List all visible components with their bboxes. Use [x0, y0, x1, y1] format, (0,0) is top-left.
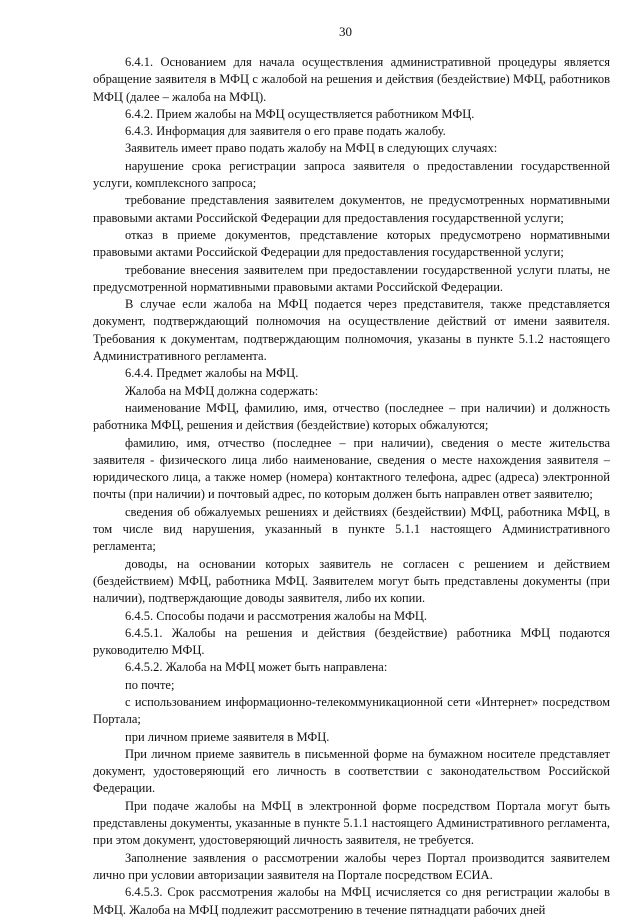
paragraph: Заполнение заявления о рассмотрении жалобы через Портал производится заявителем лично при условии авторизации заявителя на Портале посредством ЕСИА.: [93, 850, 610, 882]
paragraph: В случае если жалоба на МФЦ подается через представителя, также представляется документ, подтверждающий полномочия на осуществление действий от имени заявителя. Требования к документам, подтверждающим полномочия, указаны в пункте 5.1.2 настоящего Административного регламента.: [93, 297, 610, 364]
paragraph: 6.4.2. Прием жалобы на МФЦ осуществляется работником МФЦ.: [125, 106, 475, 121]
paragraph: наименование МФЦ, фамилию, имя, отчество (последнее – при наличии) и должность работника МФЦ, решения и действия (бездействие) которых обжалуются;: [93, 400, 610, 433]
paragraph: по почте;: [125, 677, 175, 692]
paragraph: отказ в приеме документов, представление которых предусмотрено нормативными правовыми актами Российской Федерации для предоставления государственной услуги;: [93, 227, 610, 260]
paragraph: 6.4.4. Предмет жалобы на МФЦ.: [125, 366, 299, 381]
paragraph: 6.4.5.2. Жалоба на МФЦ может быть направлена:: [125, 660, 388, 675]
paragraph: сведения об обжалуемых решениях и действиях (бездействии) МФЦ, работника МФЦ, в том числе вид нарушения, указанный в пункте 5.1.1 настоящего Административного регламента;: [93, 504, 610, 554]
paragraph: 6.4.5.1. Жалобы на решения и действия (бездействие) работника МФЦ подаются руководителю МФЦ.: [93, 625, 610, 658]
paragraph: доводы, на основании которых заявитель не согласен с решением и действием (бездействием) МФЦ, работника МФЦ. Заявителем могут быть представлены документы (при наличии), подтверждающие доводы заявителя, либо их копии.: [93, 556, 610, 606]
paragraph: Заявитель имеет право подать жалобу на МФЦ в следующих случаях:: [125, 141, 498, 156]
paragraph: 6.4.1. Основанием для начала осуществления административной процедуры является обращение заявителя в МФЦ с жалобой на решения и действия (бездействие) МФЦ, работников МФЦ (далее – жалоба на МФЦ).: [93, 55, 610, 104]
paragraph: фамилию, имя, отчество (последнее – при наличии), сведения о месте жительства заявителя - физического лица либо наименование, сведения о месте нахождения заявителя – юридического лица, а также номер (номера) контактного телефона, адрес (адреса) электронной почты (при наличии) и почтовый адрес, по которым должен быть направлен ответ заявителю;: [93, 435, 610, 502]
paragraph: с использованием информационно-телекоммуникационной сети «Интернет» посредством Портала;: [93, 694, 610, 727]
paragraph: При подаче жалобы на МФЦ в электронной форме посредством Портала могут быть представлены документы, указанные в пункте 5.1.1 настоящего Административного регламента, при этом документ, удостоверяющий личность заявителя, не требуется.: [93, 798, 610, 848]
paragraph: при личном приеме заявителя в МФЦ.: [125, 729, 330, 744]
document-body: [93, 54, 610, 919]
paragraph: требование представления заявителем документов, не предусмотренных нормативными правовыми актами Российской Федерации для предоставления государственной услуги;: [93, 193, 610, 225]
paragraph: 6.4.5.3. Срок рассмотрения жалобы на МФЦ исчисляется со дня регистрации жалобы в МФЦ. Жалоба на МФЦ подлежит рассмотрению в течение пятнадцати рабочих дней: [93, 885, 610, 917]
paragraph: При личном приеме заявитель в письменной форме на бумажном носителе представляет документ, удостоверяющий его личность в соответствии с законодательством Российской Федерации.: [93, 746, 610, 796]
paragraph: 6.4.3. Информация для заявителя о его праве подать жалобу.: [125, 124, 446, 139]
paragraph: Жалоба на МФЦ должна содержать:: [125, 383, 319, 398]
paragraph: нарушение срока регистрации запроса заявителя о предоставлении государственной услуги, комплексного запроса;: [93, 158, 610, 191]
paragraph: требование внесения заявителем при предоставлении государственной услуги платы, не предусмотренной нормативными правовыми актами Российской Федерации.: [93, 262, 610, 294]
page-number: 30: [339, 24, 352, 39]
paragraph: 6.4.5. Способы подачи и рассмотрения жалобы на МФЦ.: [125, 608, 427, 623]
